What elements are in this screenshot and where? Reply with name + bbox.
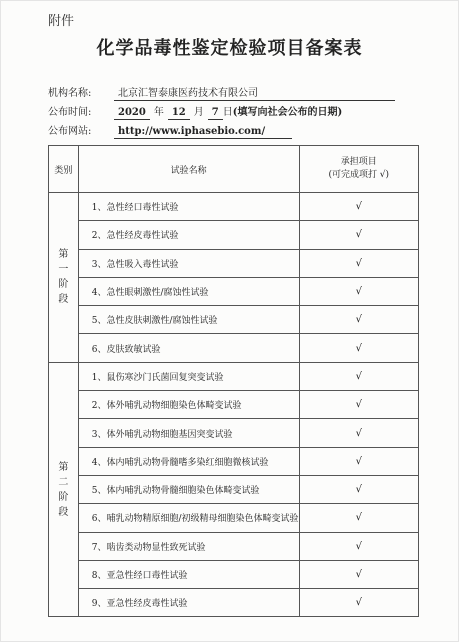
header-test-name: 试验名称	[78, 146, 299, 193]
header-category: 类别	[49, 146, 79, 193]
stage-category-cell	[49, 362, 79, 617]
table-body	[49, 193, 419, 617]
table-row	[49, 277, 419, 305]
test-name-cell: 7、啮齿类动物显性致死试验	[78, 532, 299, 560]
stage-category-cell	[49, 193, 79, 363]
check-mark-cell: √	[299, 221, 419, 249]
test-name-cell: 9、亚急性经皮毒性试验	[78, 589, 299, 617]
org-value: 北京汇智泰康医药技术有限公司	[114, 84, 395, 101]
test-name-cell: 1、鼠伤寒沙门氏菌回复突变试验	[78, 362, 299, 390]
date-year: 2020	[114, 107, 150, 120]
test-name-cell: 2、急性经皮毒性试验	[78, 221, 299, 249]
check-mark-cell: √	[299, 306, 419, 334]
table-row	[49, 334, 419, 362]
check-mark-cell: √	[299, 532, 419, 560]
date-note: (填写向社会公布的日期)	[232, 107, 343, 118]
check-mark-cell: √	[299, 193, 419, 221]
table-row	[49, 504, 419, 532]
table-header-row	[49, 146, 419, 193]
check-mark-cell: √	[299, 391, 419, 419]
date-day-unit: 日	[222, 107, 233, 118]
org-label: 机构名称:	[48, 88, 92, 99]
stage-category-char: 一	[58, 264, 69, 276]
table-row	[49, 419, 419, 447]
test-name-cell: 5、体内哺乳动物骨髓细胞染色体畸变试验	[78, 475, 299, 503]
test-name-cell: 5、急性皮肤刺激性/腐蚀性试验	[78, 306, 299, 334]
table-row	[49, 475, 419, 503]
test-name-cell: 6、皮肤致敏试验	[78, 334, 299, 362]
stage-category-char: 第	[58, 461, 69, 473]
table-row	[49, 362, 419, 390]
table-row	[49, 306, 419, 334]
table-row	[49, 532, 419, 560]
check-mark-cell: √	[299, 419, 419, 447]
table-row	[49, 560, 419, 588]
stage-category-char: 第	[58, 249, 69, 261]
check-mark-cell: √	[299, 334, 419, 362]
date-month-unit: 月	[193, 107, 204, 118]
table-row	[49, 193, 419, 221]
header-check-line2: (可完成项打 √)	[328, 170, 390, 180]
stage-category-char: 段	[58, 506, 69, 518]
table-row	[49, 391, 419, 419]
header-check-line1: 承担项目	[340, 157, 377, 167]
table-row	[49, 221, 419, 249]
test-name-cell: 1、急性经口毒性试验	[78, 193, 299, 221]
stage-category-char: 二	[58, 476, 69, 488]
test-name-cell: 2、体外哺乳动物细胞染色体畸变试验	[78, 391, 299, 419]
date-day: 7	[208, 107, 223, 120]
date-month: 12	[168, 107, 190, 120]
table-row	[49, 447, 419, 475]
test-name-cell: 4、体内哺乳动物骨髓嗜多染红细胞微核试验	[78, 447, 299, 475]
date-row	[48, 103, 342, 118]
test-name-cell: 3、体外哺乳动物细胞基因突变试验	[78, 419, 299, 447]
check-mark-cell: √	[299, 277, 419, 305]
site-label: 公布网站:	[48, 126, 92, 137]
test-name-cell: 8、亚急性经口毒性试验	[78, 560, 299, 588]
stage-category-char: 阶	[58, 491, 69, 503]
attachment-label: 附件	[48, 14, 75, 29]
check-mark-cell: √	[299, 475, 419, 503]
date-label: 公布时间:	[48, 107, 92, 118]
test-name-cell: 6、哺乳动物精原细胞/初级精母细胞染色体畸变试验	[78, 504, 299, 532]
check-mark-cell: √	[299, 589, 419, 617]
table-row	[49, 589, 419, 617]
stage-category-char: 阶	[58, 279, 69, 291]
site-value: http://www.iphasebio.com/	[114, 126, 292, 139]
table-row	[49, 249, 419, 277]
check-mark-cell: √	[299, 447, 419, 475]
check-mark-cell: √	[299, 362, 419, 390]
stage-category-char: 段	[58, 294, 69, 306]
test-items-table	[48, 145, 419, 617]
check-mark-cell: √	[299, 249, 419, 277]
check-mark-cell: √	[299, 504, 419, 532]
document-title: 化学品毒性鉴定检验项目备案表	[96, 38, 363, 59]
header-check	[299, 146, 419, 193]
site-row	[48, 122, 292, 139]
test-name-cell: 3、急性吸入毒性试验	[78, 249, 299, 277]
org-row	[48, 84, 395, 101]
test-name-cell: 4、急性眼刺激性/腐蚀性试验	[78, 277, 299, 305]
date-year-unit: 年	[153, 107, 164, 118]
check-mark-cell: √	[299, 560, 419, 588]
